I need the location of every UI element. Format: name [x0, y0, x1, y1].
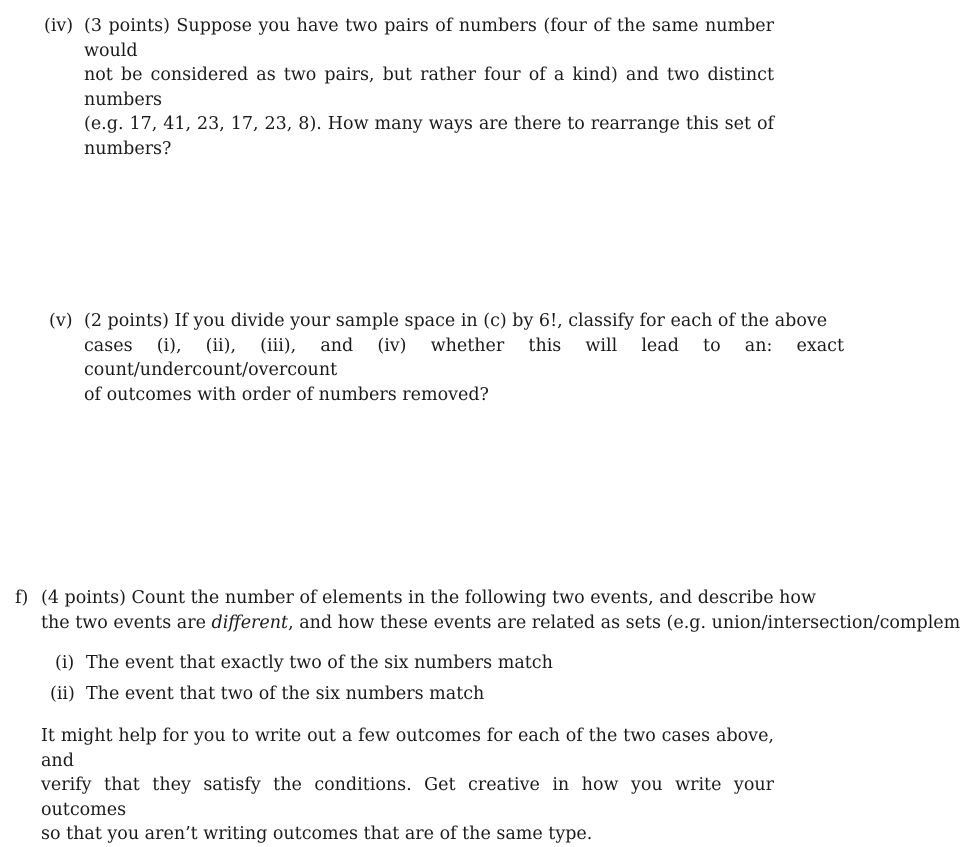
hint-line-2: verify that they satisfy the conditions. Get creative in how you write your outcomes	[41, 775, 774, 820]
question-v-label: (v)	[49, 311, 73, 331]
sub-item-i-text: The event that exactly two of the six numbers match	[86, 653, 553, 673]
question-f-line-2	[41, 611, 960, 636]
question-f-line-1: (4 points) Count the number of elements in the following two events, and describe how	[41, 588, 816, 608]
hint-line-1: It might help for you to write out a few outcomes for each of the two cases above, and	[41, 726, 774, 771]
question-iv-label: (iv)	[44, 16, 74, 36]
question-f	[0, 586, 960, 844]
hint-paragraph	[41, 724, 774, 847]
hint-line-3: so that you aren’t writing outcomes that are of the same type.	[41, 824, 593, 844]
sub-item-ii-label: (ii)	[50, 684, 75, 704]
question-f-label: f)	[15, 588, 29, 608]
emphasis-different: different	[211, 612, 289, 633]
question-v	[0, 309, 893, 405]
question-iv	[0, 14, 893, 159]
question-f-text	[41, 586, 960, 635]
question-iv-line-2: not be considered as two pairs, but rather four of a kind) and two distinct numbers	[84, 65, 774, 110]
question-f-line-2-end: , and how these events are related as sets (e.g. union/intersection/complem	[288, 612, 960, 633]
sub-item-ii-text: The event that two of the six numbers match	[86, 684, 485, 704]
question-iv-line-1: (3 points) Suppose you have two pairs of numbers (four of the same number would	[84, 16, 774, 61]
sub-item-i-label: (i)	[55, 653, 75, 673]
question-iv-line-4: numbers?	[84, 138, 172, 159]
question-f-line-2-start: the two events are	[41, 612, 212, 633]
question-iv-line-3: (e.g. 17, 41, 23, 17, 23, 8). How many ways are there to rearrange this set of	[84, 114, 774, 134]
question-v-line-1: (2 points) If you divide your sample space in (c) by 6!, classify for each of the above	[84, 311, 828, 331]
question-iv-text	[84, 14, 774, 161]
question-v-text	[84, 309, 844, 407]
question-v-line-3: of outcomes with order of numbers removed?	[84, 384, 489, 405]
question-v-line-2: cases (i), (ii), (iii), and (iv) whether this will lead to an: exact count/undercount/overcount	[84, 335, 844, 380]
